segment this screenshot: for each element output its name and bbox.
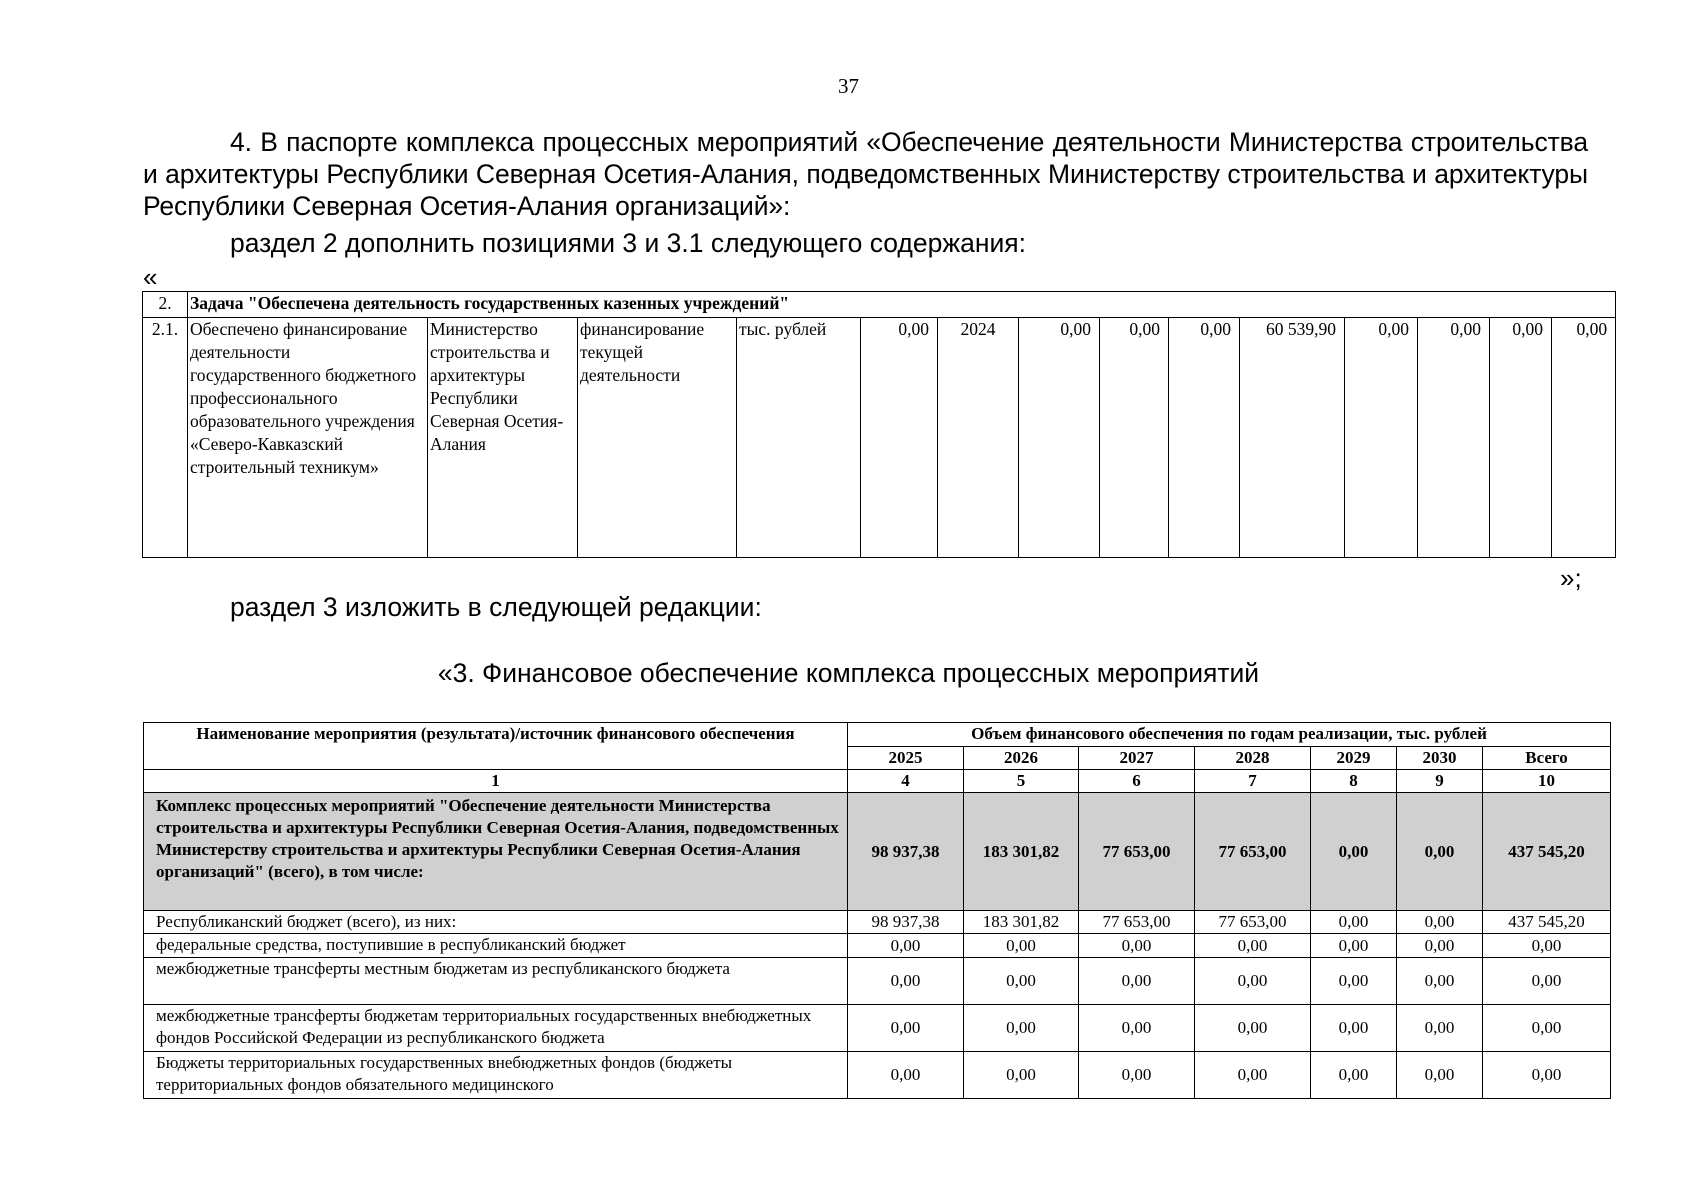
row-value: 0,00 [848, 958, 964, 1005]
section3-title: «3. Финансовое обеспечение комплекса процессных мероприятий [437, 658, 1260, 688]
row-value: 0,00 [1418, 318, 1490, 558]
row-value: 0,00 [964, 934, 1079, 958]
row-value: 0,00 [1195, 1052, 1311, 1099]
header-year: 2029 [1311, 747, 1397, 770]
row-base-year: 2024 [938, 318, 1019, 558]
col-number: 1 [144, 770, 848, 793]
passport-table [142, 291, 1616, 558]
header-year: 2028 [1195, 747, 1311, 770]
financing-table [143, 722, 1611, 1099]
row-value: 0,00 [1483, 1005, 1611, 1052]
row-value: 0,00 [1195, 958, 1311, 1005]
row-value: 0,00 [1483, 958, 1611, 1005]
row-value: 0,00 [1169, 318, 1240, 558]
row-value: 0,00 [964, 1005, 1079, 1052]
section3-instruction: раздел 3 изложить в следующей редакции: [230, 592, 762, 622]
column-numbers-row [144, 770, 1611, 793]
row-value: 437 545,20 [1483, 911, 1611, 934]
row-value: 0,00 [1483, 934, 1611, 958]
header-year: 2027 [1079, 747, 1195, 770]
table-row [143, 318, 1616, 558]
row-value: 0,00 [964, 958, 1079, 1005]
header-year: 2030 [1397, 747, 1483, 770]
row-value: 0,00 [1195, 1005, 1311, 1052]
row-value: 77 653,00 [1195, 793, 1311, 911]
table-row [144, 958, 1611, 1005]
row-value: 437 545,20 [1483, 793, 1611, 911]
row-value: 98 937,38 [848, 911, 964, 934]
task-number: 2. [143, 292, 188, 318]
row-value: 0,00 [848, 1052, 964, 1099]
row-value: 0,00 [1483, 1052, 1611, 1099]
page-number: 37 [838, 74, 859, 98]
row-value: 0,00 [1079, 1052, 1195, 1099]
col-number: 9 [1397, 770, 1483, 793]
row-base-value: 0,00 [861, 318, 938, 558]
row-unit: тыс. рублей [737, 318, 861, 558]
row-value: 0,00 [1311, 1005, 1397, 1052]
row-value: 0,00 [1311, 958, 1397, 1005]
row-value: 98 937,38 [848, 793, 964, 911]
header-total: Всего [1483, 747, 1611, 770]
row-name: Комплекс процессных мероприятий "Обеспечение деятельности Министерства строительства и архитектуры Республики Северная Осетия-Алания, подведомственных Министерству строительства и архитектуры Республики Северная Осетия-Алания организаций" (всего), в том числе: [144, 793, 848, 911]
row-value: 0,00 [1345, 318, 1418, 558]
row-value: 77 653,00 [1079, 793, 1195, 911]
row-value: 0,00 [1490, 318, 1552, 558]
row-value: 183 301,82 [964, 911, 1079, 934]
row-value: 77 653,00 [1195, 911, 1311, 934]
row-name: межбюджетные трансферты бюджетам территориальных государственных внебюджетных фондов Российской Федерации из республиканского бюджета [144, 1005, 848, 1052]
intro-paragraph: 4. В паспорте комплекса процессных мероприятий «Обеспечение деятельности Министерства строительства и архитектуры Республики Северная Осетия-Алания, подведомственных Министерству строительства и архитектуры Республики Северная Осетия-Алания организаций»: [143, 127, 1588, 221]
row-value: 0,00 [1397, 1005, 1483, 1052]
row-value: 0,00 [1079, 958, 1195, 1005]
header-year: 2025 [848, 747, 964, 770]
header-name: Наименование мероприятия (результата)/источник финансового обеспечения [144, 723, 848, 770]
header-volume: Объем финансового обеспечения по годам реализации, тыс. рублей [848, 723, 1611, 747]
header-year: 2026 [964, 747, 1079, 770]
row-value: 0,00 [1079, 934, 1195, 958]
row-value: 0,00 [1397, 934, 1483, 958]
row-value: 0,00 [1397, 958, 1483, 1005]
table-row [144, 911, 1611, 934]
row-value: 0,00 [1100, 318, 1169, 558]
row-value: 0,00 [848, 934, 964, 958]
row-value: 0,00 [1552, 318, 1616, 558]
quote-open: « [143, 262, 158, 292]
row-responsible: Министерство строительства и архитектуры Республики Северная Осетия-Алания [428, 318, 578, 558]
row-name: межбюджетные трансферты местным бюджетам из республиканского бюджета [144, 958, 848, 1005]
row-value: 0,00 [1311, 911, 1397, 934]
row-value: 0,00 [1397, 911, 1483, 934]
task-row [143, 292, 1616, 318]
table-row [144, 934, 1611, 958]
col-number: 10 [1483, 770, 1611, 793]
row-value: 0,00 [1079, 1005, 1195, 1052]
row-value: 0,00 [1397, 793, 1483, 911]
row-value: 0,00 [1019, 318, 1100, 558]
row-value: 183 301,82 [964, 793, 1079, 911]
row-value: 0,00 [1195, 934, 1311, 958]
row-number: 2.1. [143, 318, 188, 558]
row-type: финансирование текущей деятельности [578, 318, 737, 558]
row-name: федеральные средства, поступившие в республиканский бюджет [144, 934, 848, 958]
col-number: 6 [1079, 770, 1195, 793]
row-value: 0,00 [964, 1052, 1079, 1099]
row-value: 0,00 [1311, 793, 1397, 911]
col-number: 5 [964, 770, 1079, 793]
row-value: 0,00 [1311, 934, 1397, 958]
table-row [144, 1005, 1611, 1052]
table-row [144, 793, 1611, 911]
row-name: Республиканский бюджет (всего), из них: [144, 911, 848, 934]
table-row [144, 1052, 1611, 1099]
col-number: 4 [848, 770, 964, 793]
row-name: Бюджеты территориальных государственных внебюджетных фондов (бюджеты территориальных фондов обязательного медицинского [144, 1052, 848, 1099]
row-value: 0,00 [848, 1005, 964, 1052]
row-value: 0,00 [1397, 1052, 1483, 1099]
row-value: 77 653,00 [1079, 911, 1195, 934]
row-value: 60 539,90 [1240, 318, 1345, 558]
row-name: Обеспечено финансирование деятельности государственного бюджетного профессионального образовательного учреждения «Северо-Кавказский строительный техникум» [188, 318, 428, 558]
col-number: 8 [1311, 770, 1397, 793]
task-title: Задача "Обеспечена деятельность государственных казенных учреждений" [188, 292, 1616, 318]
quote-close: »; [1560, 563, 1582, 593]
section2-instruction: раздел 2 дополнить позициями 3 и 3.1 следующего содержания: [230, 228, 1026, 258]
col-number: 7 [1195, 770, 1311, 793]
row-value: 0,00 [1311, 1052, 1397, 1099]
